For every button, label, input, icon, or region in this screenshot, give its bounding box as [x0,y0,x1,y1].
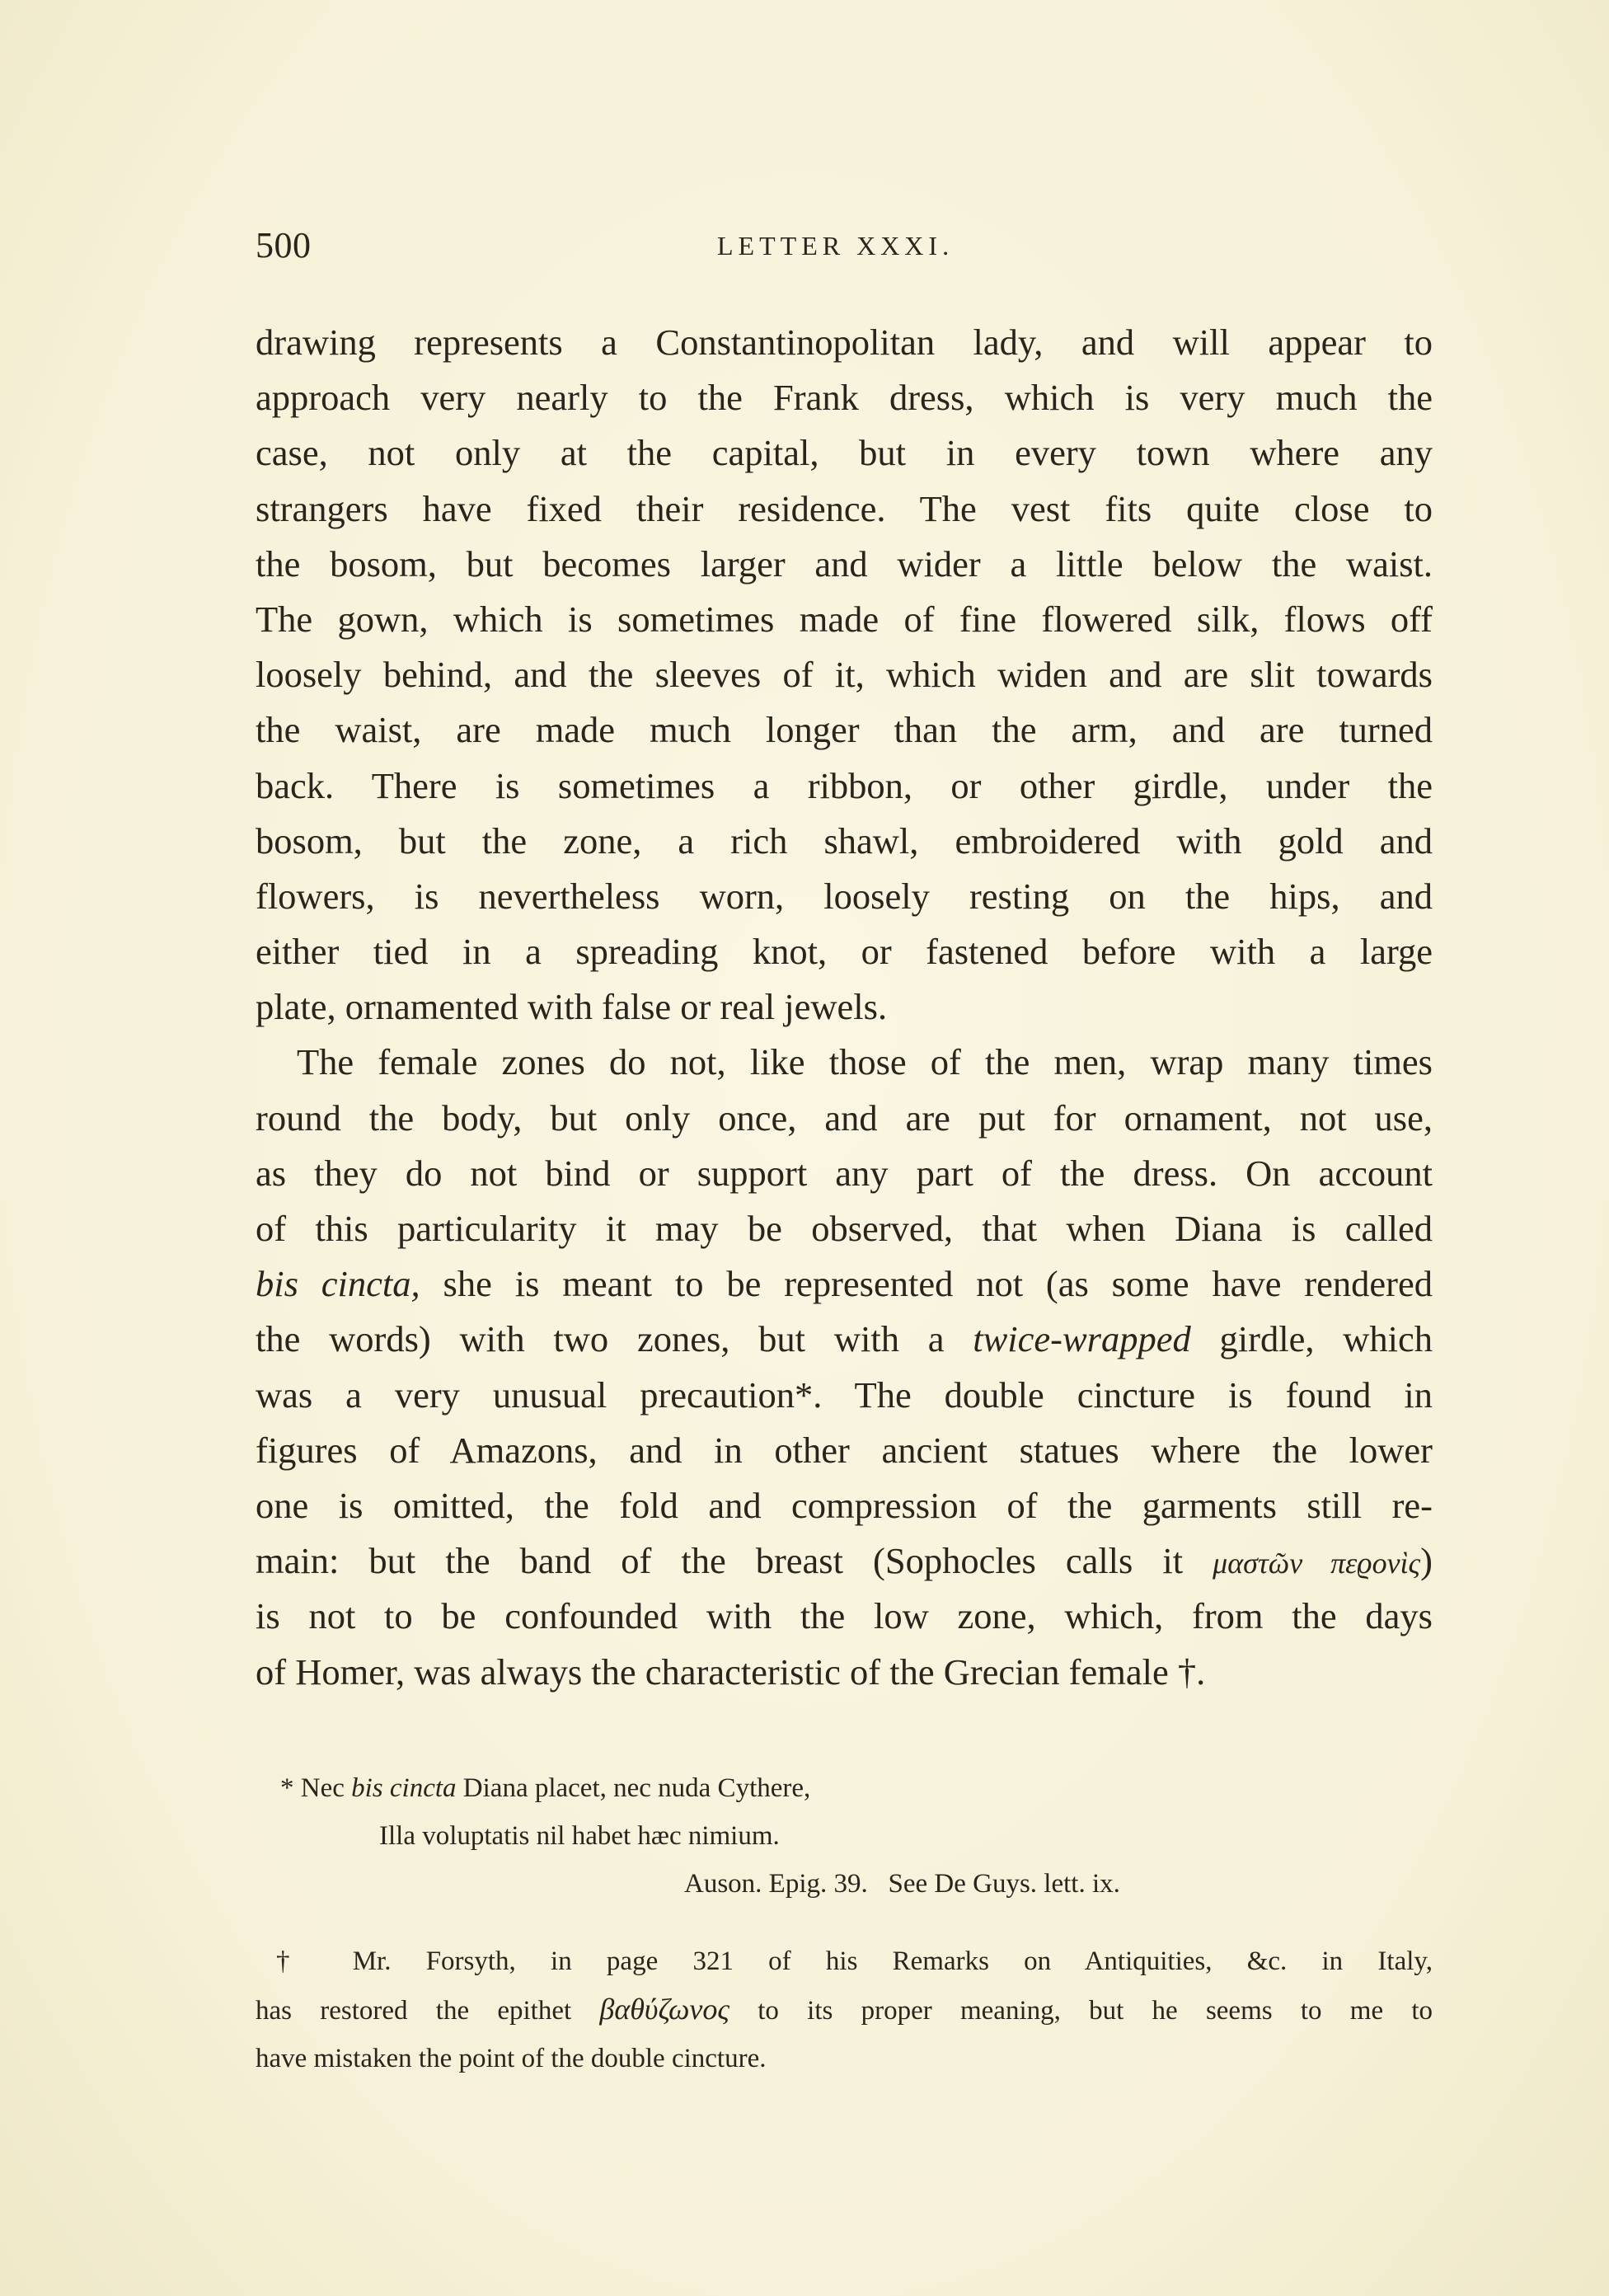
body-line: drawing represents a Constantinopolitan lady, and will appear to [256,322,1433,363]
body-line: was a very unusual precaution*. The double cincture is found in [256,1373,1433,1416]
body-line: plate, ornamented with false or real jewels. [256,986,888,1028]
body-line: back. There is sometimes a ribbon, or other girdle, under the [256,764,1433,806]
body-line: bosom, but the zone, a rich shawl, embroidered with gold and [256,819,1433,862]
body-line-text: ) [1420,1540,1433,1582]
body-line: either tied in a spreading knot, or fastened before with a large [256,931,1433,973]
body-line: strangers have fixed their residence. The vest fits quite close to [256,487,1433,529]
body-line: flowers, is nevertheless worn, loosely resting on the hips, and [256,875,1433,917]
footnote-line: have mistaken the point of the double cincture. [256,2044,767,2073]
footnote-line: Auson. Epig. 39. See De Guys. lett. ix. [684,1869,1120,1899]
body-line: of Homer, was always the characteristic of the Grecian female †. [256,1650,1206,1693]
footnotes [256,1764,1433,2082]
footnote-text: Diana placet, nec nuda Cythere, [456,1773,811,1803]
footnote-line [256,1764,1433,1812]
body-line: round the body, but only once, and are put for ornament, not use, [256,1096,1433,1139]
greek-text: μαστῶν πεϱονὶς [1213,1547,1421,1580]
body-line: as they do not bind or support any part of the dress. On account [256,1152,1433,1194]
body-line: The female zones do not, like those of the men, wrap many times [297,1041,1433,1083]
body-line: approach very nearly to the Frank dress, which is very much the [256,377,1433,419]
footnote-line: Illa voluptatis nil habet hæc nimium. [379,1821,780,1851]
footnote-line: † Mr. Forsyth, in page 321 of his Remarks on Antiquities, &c. in Italy, [276,1946,1433,1976]
page-number: 500 [256,225,312,265]
body-line-text: she is meant to be represented not (as some have rendered [420,1263,1433,1305]
body-line: case, not only at the capital, but in every town where any [256,432,1433,474]
body-line [256,1533,1433,1589]
body-line: the bosom, but becomes larger and wider a little below the waist. [256,542,1433,585]
italic-text: bis cincta, [256,1263,420,1305]
footnote-2 [256,1937,1433,2082]
footnote-text: to its proper meaning, but he seems to me to [729,1996,1433,2026]
body-line-text: the words) with two zones, but with a [256,1318,973,1360]
body-line: The gown, which is sometimes made of fine flowered silk, flows off [256,598,1433,640]
body-line-text: main: but the band of the breast (Sophocles calls it [256,1540,1213,1582]
page-header [256,224,1426,274]
body-line [256,1312,1433,1367]
body-text [256,315,1433,1700]
body-line: figures of Amazons, and in other ancient statues where the lower [256,1429,1433,1471]
footnote-text: has restored the epithet [256,1996,600,2026]
body-line: the waist, are made much longer than the arm, and are turned [256,709,1433,751]
body-line: of this particularity it may be observed, that when Diana is called [256,1208,1433,1249]
body-line [256,1256,1433,1312]
footnote-line [256,1985,1433,2035]
body-line: is not to be confounded with the low zone, which, from the days [256,1595,1433,1637]
body-line-text: girdle, which [1190,1318,1433,1360]
running-head: LETTER XXXI. [717,231,955,261]
body-line: one is omitted, the fold and compression of the garments still re- [256,1484,1433,1526]
footnote-text: * Nec [280,1773,352,1803]
body-line: loosely behind, and the sleeves of it, which widen and are slit towards [256,654,1433,696]
greek-text: βαθύζωνος [599,1993,729,2026]
italic-text: bis cincta [351,1773,457,1803]
italic-text: twice-wrapped [973,1318,1191,1360]
footnote-1 [256,1764,1433,1908]
